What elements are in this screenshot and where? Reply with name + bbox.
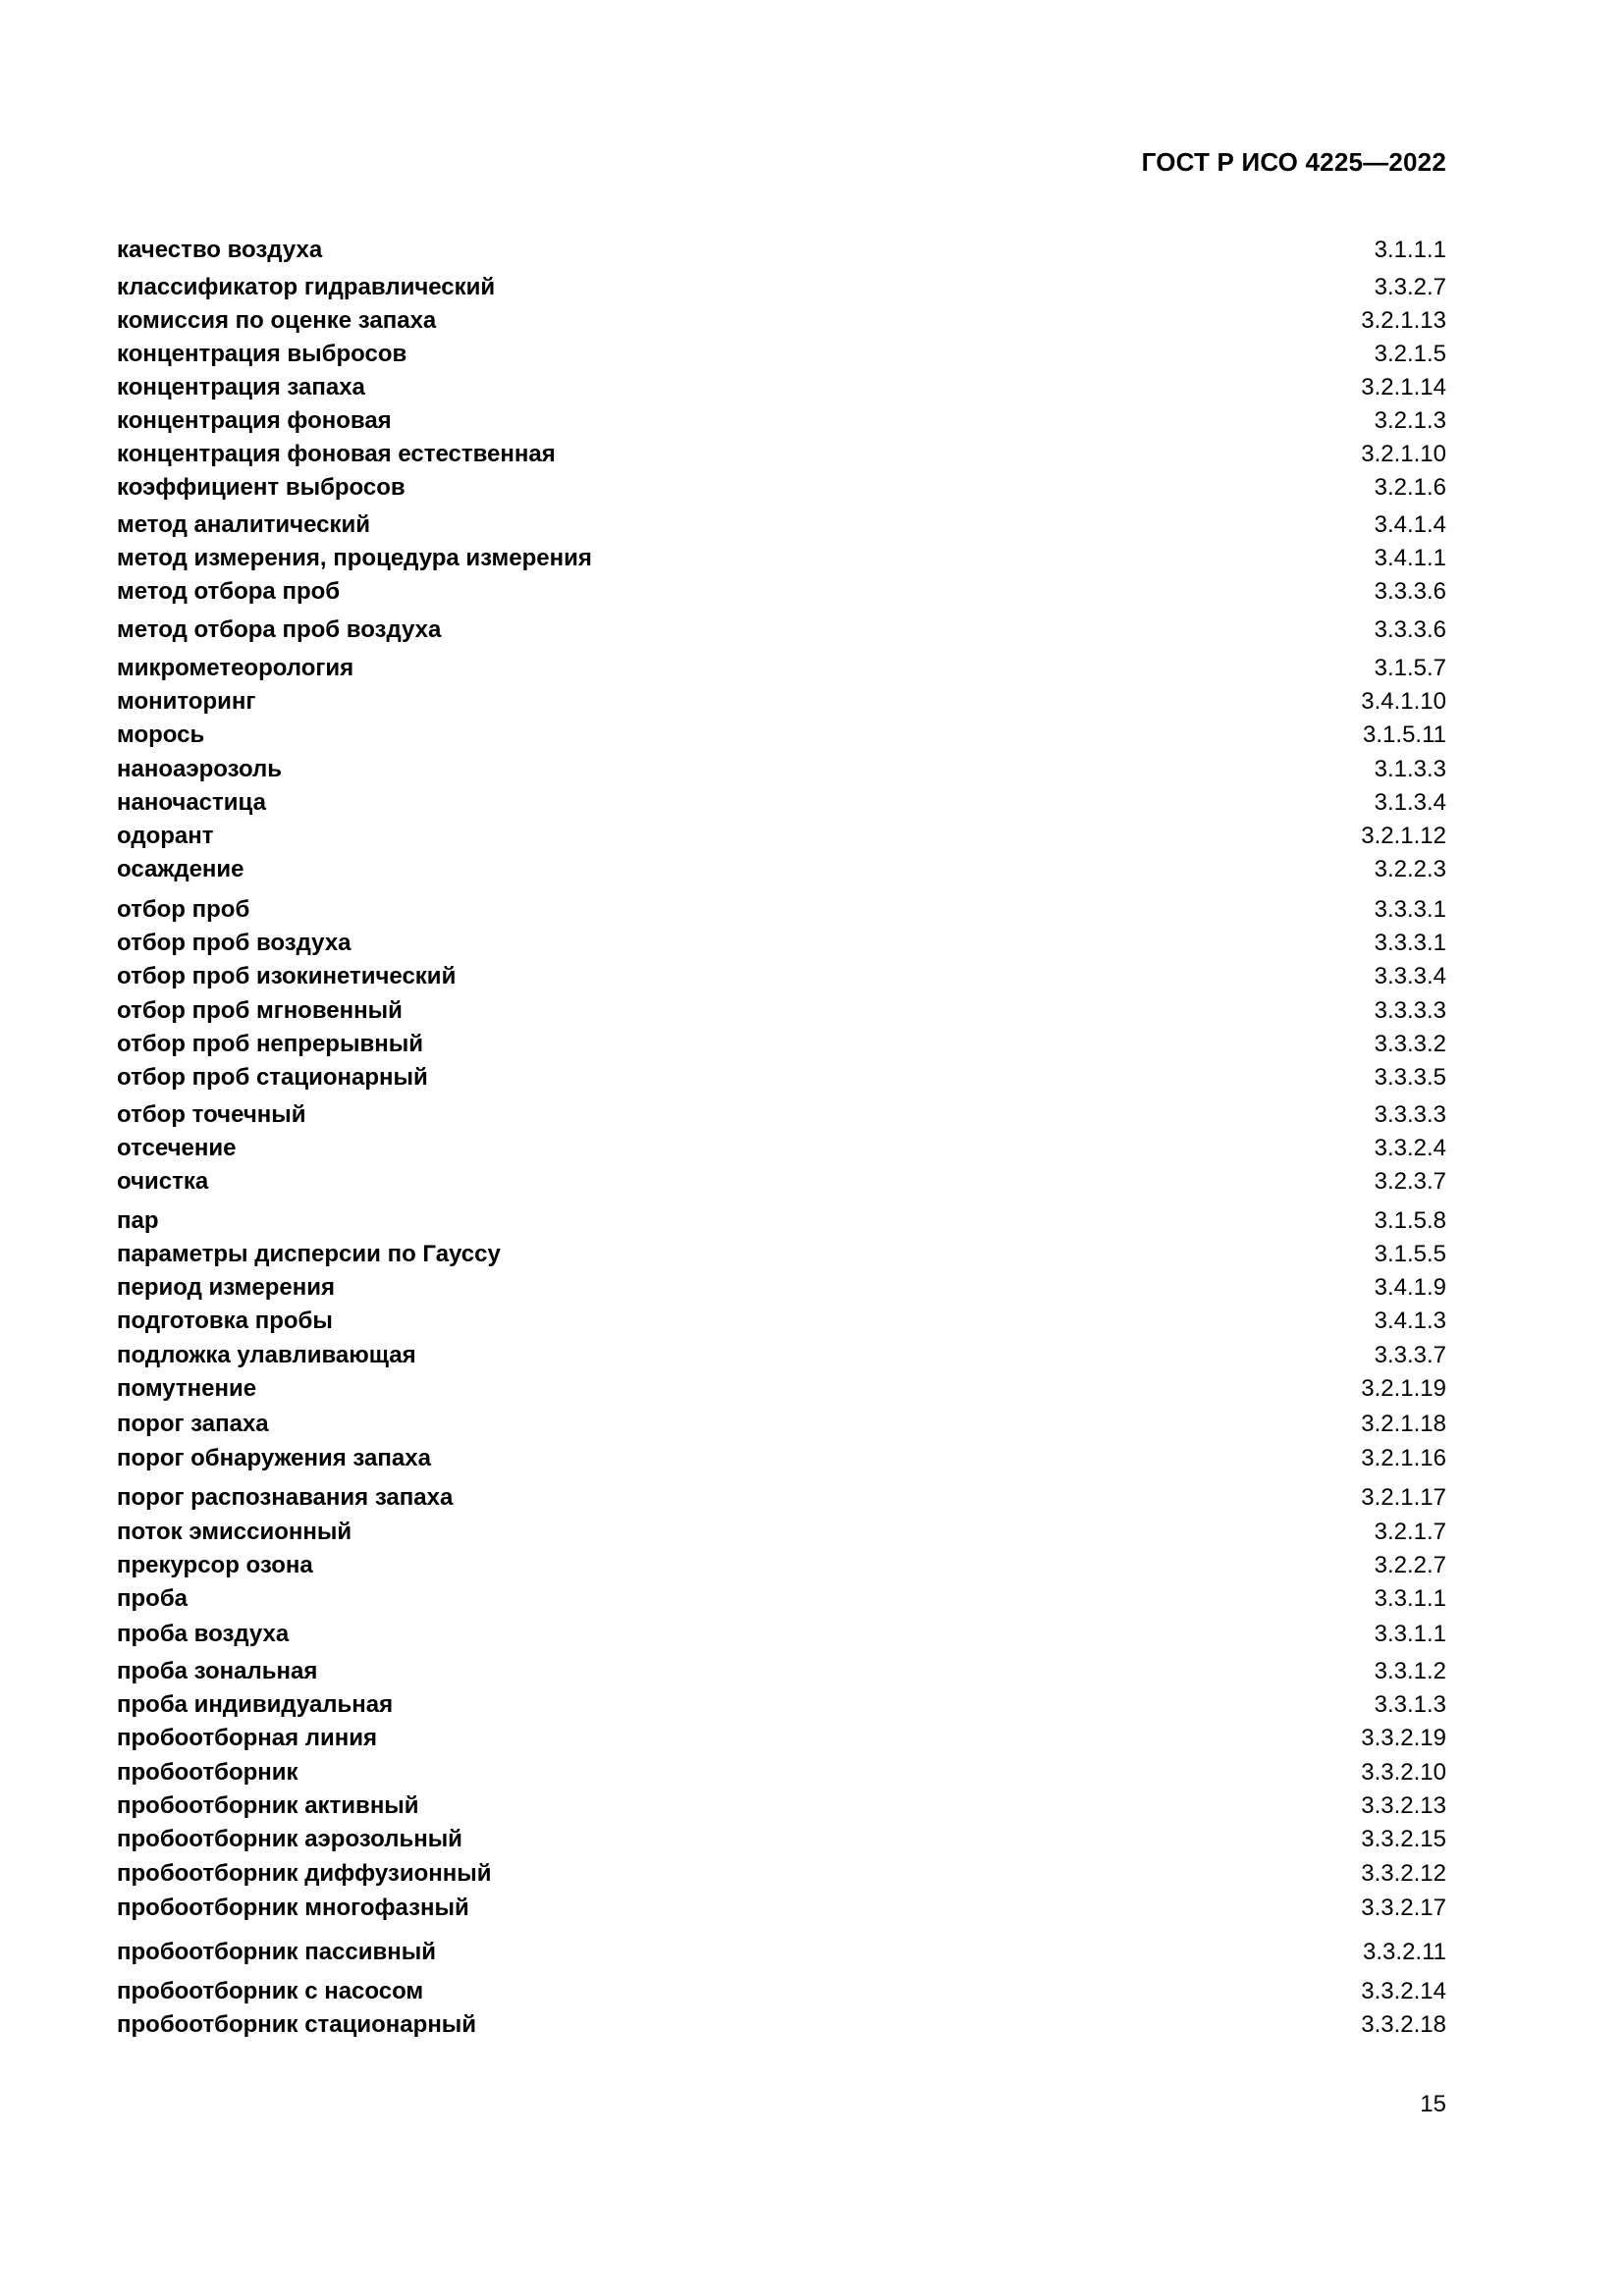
index-term: отбор проб [117, 896, 250, 923]
index-entry [117, 1857, 1446, 1891]
index-section-ref: 3.3.3.5 [1374, 1064, 1446, 1091]
index-term: порог запаха [117, 1411, 269, 1437]
index-entry [117, 1722, 1446, 1755]
index-section-ref: 3.4.1.4 [1374, 511, 1446, 538]
index-section-ref: 3.2.1.18 [1361, 1411, 1446, 1437]
index-section-ref: 3.1.3.3 [1374, 756, 1446, 782]
index-term: отсечение [117, 1135, 237, 1161]
index-term: параметры дисперсии по Гауссу [117, 1241, 501, 1267]
index-term: одорант [117, 823, 214, 849]
index-section-ref: 3.3.2.19 [1361, 1725, 1446, 1751]
index-term: пробоотборник стационарный [117, 2011, 477, 2038]
index-entry [117, 1936, 1446, 1969]
index-section-ref: 3.1.5.8 [1374, 1207, 1446, 1234]
index-section-ref: 3.2.1.19 [1361, 1375, 1446, 1402]
index-section-ref: 3.2.1.16 [1361, 1445, 1446, 1471]
index-entry [117, 1481, 1446, 1515]
document-code-header: ГОСТ Р ИСО 4225—2022 [1141, 147, 1446, 177]
index-term: осаждение [117, 856, 244, 882]
index-term: порог обнаружения запаха [117, 1445, 431, 1471]
index-entry [117, 234, 1446, 267]
index-entry [117, 1549, 1446, 1582]
index-term: проба [117, 1585, 188, 1612]
index-term: морось [117, 721, 205, 748]
index-entry [117, 753, 1446, 786]
index-term: отбор точечный [117, 1101, 306, 1128]
index-section-ref: 3.3.3.3 [1374, 1101, 1446, 1128]
index-term: коэффициент выбросов [117, 474, 406, 501]
index-term: отбор проб непрерывный [117, 1031, 423, 1057]
index-section-ref: 3.1.5.11 [1363, 721, 1446, 748]
index-entry [117, 927, 1446, 960]
index-entry [117, 1061, 1446, 1095]
index-term: пробоотборник многофазный [117, 1895, 469, 1921]
index-entry [117, 404, 1446, 438]
index-term: качество воздуха [117, 237, 323, 263]
index-entry [117, 652, 1446, 685]
index-section-ref: 3.3.3.6 [1374, 578, 1446, 605]
index-entry [117, 1305, 1446, 1338]
index-entry [117, 508, 1446, 542]
index-section-ref: 3.3.2.10 [1361, 1759, 1446, 1786]
index-term: метод отбора проб [117, 578, 341, 605]
index-section-ref: 3.4.1.1 [1374, 545, 1446, 571]
index-entry [117, 1442, 1446, 1475]
index-term: концентрация выбросов [117, 341, 407, 367]
index-term: подложка улавливающая [117, 1342, 416, 1368]
index-entry [117, 1756, 1446, 1789]
index-entry [117, 1789, 1446, 1823]
index-section-ref: 3.3.3.1 [1374, 930, 1446, 956]
index-term: пробоотборник аэрозольный [117, 1826, 462, 1852]
index-section-ref: 3.4.1.9 [1374, 1274, 1446, 1301]
index-section-ref: 3.2.1.7 [1374, 1519, 1446, 1545]
index-entry [117, 1238, 1446, 1271]
index-term: порог распознавания запаха [117, 1484, 454, 1511]
index-section-ref: 3.2.1.3 [1374, 407, 1446, 434]
index-term: отбор проб изокинетический [117, 963, 457, 989]
index-entry [117, 1975, 1446, 2008]
index-entry [117, 438, 1446, 471]
index-section-ref: 3.3.1.1 [1374, 1621, 1446, 1647]
index-term: мониторинг [117, 688, 256, 715]
index-entry [117, 371, 1446, 404]
index-term: метод измерения, процедура измерения [117, 545, 592, 571]
index-term: пробоотборная линия [117, 1725, 378, 1751]
index-term: наночастица [117, 789, 266, 816]
index-term: метод отбора проб воздуха [117, 616, 442, 643]
index-section-ref: 3.2.1.10 [1361, 441, 1446, 467]
index-entry [117, 542, 1446, 575]
index-entry [117, 1028, 1446, 1061]
index-section-ref: 3.3.2.14 [1361, 1978, 1446, 2004]
index-section-ref: 3.1.5.5 [1374, 1241, 1446, 1267]
index-entry [117, 1582, 1446, 1616]
index-section-ref: 3.2.3.7 [1374, 1168, 1446, 1195]
index-section-ref: 3.2.1.13 [1361, 307, 1446, 334]
index-term: пробоотборник активный [117, 1792, 419, 1819]
index-term: проба зональная [117, 1658, 318, 1684]
index-section-ref: 3.3.3.3 [1374, 997, 1446, 1024]
index-term: подготовка пробы [117, 1308, 333, 1334]
index-section-ref: 3.2.2.7 [1374, 1552, 1446, 1578]
index-entry [117, 614, 1446, 647]
index-section-ref: 3.2.2.3 [1374, 856, 1446, 882]
index-term: проба индивидуальная [117, 1691, 394, 1718]
index-section-ref: 3.3.1.2 [1374, 1658, 1446, 1684]
index-section-ref: 3.4.1.10 [1361, 688, 1446, 715]
index-section-ref: 3.2.1.14 [1361, 374, 1446, 400]
index-term: период измерения [117, 1274, 335, 1301]
index-entry [117, 1271, 1446, 1305]
index-entry [117, 1688, 1446, 1722]
index-term: отбор проб мгновенный [117, 997, 403, 1024]
index-term: отбор проб воздуха [117, 930, 352, 956]
index-term: пробоотборник с насосом [117, 1978, 424, 2004]
index-entry [117, 853, 1446, 886]
page-number: 15 [1420, 2091, 1446, 2117]
index-entry [117, 471, 1446, 505]
index-section-ref: 3.2.1.5 [1374, 341, 1446, 367]
index-entry [117, 960, 1446, 993]
index-section-ref: 3.2.1.12 [1361, 823, 1446, 849]
index-section-ref: 3.4.1.3 [1374, 1308, 1446, 1334]
index-term: пробоотборник пассивный [117, 1939, 436, 1965]
index-section-ref: 3.3.3.6 [1374, 616, 1446, 643]
index-section-ref: 3.3.3.1 [1374, 896, 1446, 923]
index-term: комиссия по оценке запаха [117, 307, 437, 334]
index-section-ref: 3.3.2.11 [1363, 1939, 1446, 1965]
index-entry [117, 1098, 1446, 1132]
index-section-ref: 3.3.3.4 [1374, 963, 1446, 989]
index-section-ref: 3.3.2.13 [1361, 1792, 1446, 1819]
index-entry [117, 2008, 1446, 2042]
index-section-ref: 3.3.2.15 [1361, 1826, 1446, 1852]
index-entry [117, 893, 1446, 927]
index-term: наноаэрозоль [117, 756, 282, 782]
index-term: микрометеорология [117, 655, 354, 681]
index-section-ref: 3.2.1.17 [1361, 1484, 1446, 1511]
index-section-ref: 3.3.2.17 [1361, 1895, 1446, 1921]
index-entry [117, 786, 1446, 820]
index-section-ref: 3.3.2.12 [1361, 1860, 1446, 1887]
index-entry [117, 1516, 1446, 1549]
index-term: классификатор гидравлический [117, 274, 496, 300]
index-entry [117, 1339, 1446, 1372]
index-section-ref: 3.3.1.3 [1374, 1691, 1446, 1718]
index-section-ref: 3.1.1.1 [1374, 237, 1446, 263]
index-section-ref: 3.1.5.7 [1374, 655, 1446, 681]
index-entry [117, 338, 1446, 371]
index-term: концентрация фоновая естественная [117, 441, 556, 467]
index-entry [117, 719, 1446, 752]
index-section-ref: 3.3.1.1 [1374, 1585, 1446, 1612]
index-term: пробоотборник диффузионный [117, 1860, 492, 1887]
index-term: очистка [117, 1168, 209, 1195]
index-term: поток эмиссионный [117, 1519, 352, 1545]
index-section-ref: 3.3.2.7 [1374, 274, 1446, 300]
index-entry [117, 1372, 1446, 1406]
index-term: помутнение [117, 1375, 257, 1402]
index-term: метод аналитический [117, 511, 370, 538]
index-entry [117, 1132, 1446, 1165]
index-term: отбор проб стационарный [117, 1064, 428, 1091]
index-entry [117, 1618, 1446, 1651]
index-section-ref: 3.1.3.4 [1374, 789, 1446, 816]
index-entry [117, 304, 1446, 338]
index-section-ref: 3.3.2.18 [1361, 2011, 1446, 2038]
index-entry [117, 994, 1446, 1028]
index-entry [117, 271, 1446, 304]
index-section-ref: 3.3.3.2 [1374, 1031, 1446, 1057]
index-term: пар [117, 1207, 159, 1234]
index-entry [117, 1892, 1446, 1925]
index-entry [117, 575, 1446, 609]
index-term: пробоотборник [117, 1759, 298, 1786]
index-entry [117, 1823, 1446, 1856]
index-entry [117, 820, 1446, 853]
index-entry [117, 1408, 1446, 1441]
index-term: концентрация запаха [117, 374, 365, 400]
index-term: прекурсор озона [117, 1552, 313, 1578]
index-entry [117, 1165, 1446, 1199]
index-entry [117, 1204, 1446, 1238]
index-section-ref: 3.3.3.7 [1374, 1342, 1446, 1368]
index-term: концентрация фоновая [117, 407, 392, 434]
index-entry [117, 1655, 1446, 1688]
index-entry [117, 685, 1446, 719]
index-section-ref: 3.2.1.6 [1374, 474, 1446, 501]
index-term: проба воздуха [117, 1621, 290, 1647]
index-section-ref: 3.3.2.4 [1374, 1135, 1446, 1161]
